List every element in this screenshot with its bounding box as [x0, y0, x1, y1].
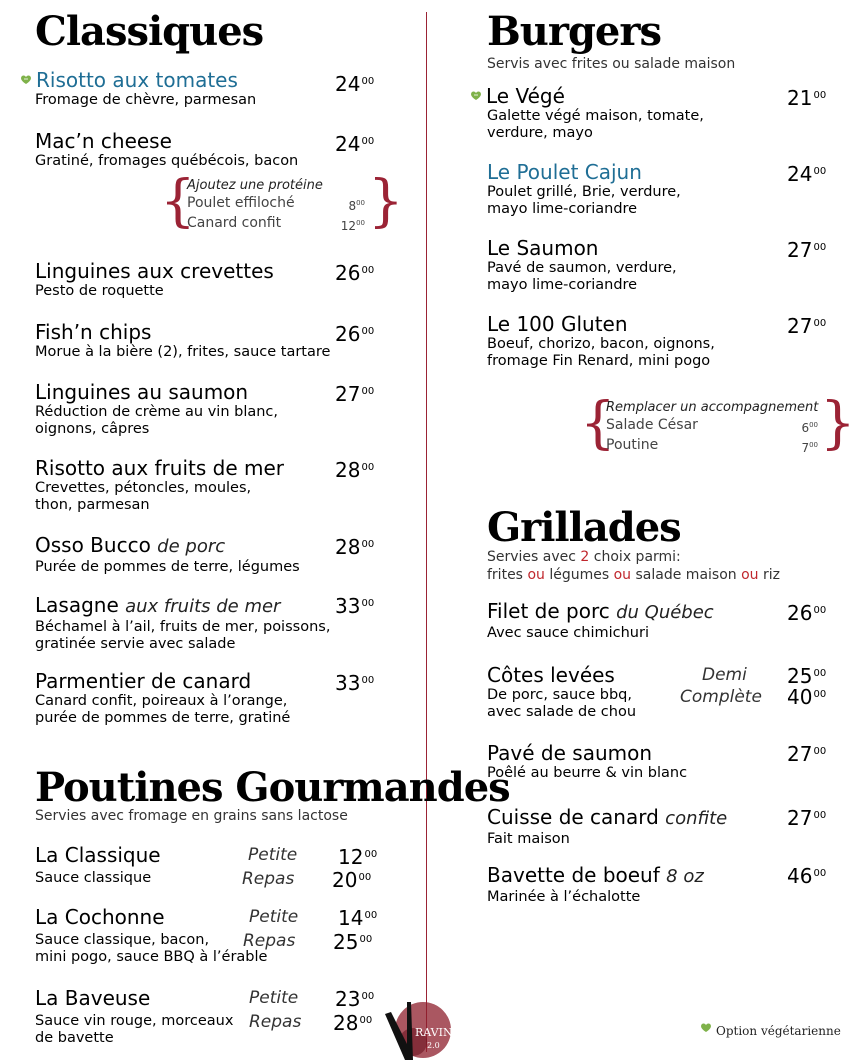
item-price: $26^{00}$ — [335, 322, 375, 346]
addon-heading: Ajoutez une protéine — [187, 178, 323, 193]
burgers-title: Burgers — [487, 8, 661, 55]
item-name: Bavette de boeuf — [487, 863, 660, 887]
menu-item — [35, 259, 274, 300]
item-name: Lasagne — [35, 593, 119, 617]
menu-item — [470, 84, 704, 142]
item-price: $25^{00}$ — [787, 664, 827, 688]
item-price: $40^{00}$ — [787, 685, 827, 709]
item-price: $27^{00}$ — [787, 314, 827, 338]
item-price: $28^{00}$ — [335, 535, 375, 559]
item-desc: Boeuf, chorizo, bacon, oignons, fromage Fin Renard, mini pogo — [487, 336, 715, 369]
grillades-title: Grillades — [487, 504, 681, 551]
item-price: $25^{00}$ — [333, 930, 373, 954]
item-name-extra: 8 oz — [666, 866, 704, 887]
item-price: $27^{00}$ — [335, 382, 375, 406]
item-price: $14^{00}$ — [338, 906, 378, 930]
item-desc: Purée de pommes de terre, légumes — [35, 559, 300, 575]
size-label: Petite — [248, 845, 298, 865]
item-desc: Gratiné, fromages québécois, bacon — [35, 153, 299, 169]
item-name: Le 100 Gluten — [487, 312, 628, 336]
size-label: Complète — [680, 687, 762, 707]
item-name: La Baveuse — [35, 986, 151, 1010]
item-desc: Morue à la bière (2), frites, sauce tartare — [35, 344, 331, 360]
addon-row: Poulet effiloché $8^{00}$ — [187, 195, 365, 213]
item-name: Mac’n cheese — [35, 129, 172, 153]
menu-item — [487, 741, 687, 782]
item-price: $26^{00}$ — [787, 601, 827, 625]
item-name: Cuisse de canard — [487, 805, 659, 829]
item-desc: Pesto de roquette — [35, 283, 164, 299]
protein-addon — [187, 178, 365, 233]
menu-item — [487, 160, 681, 218]
menu-item — [35, 905, 267, 966]
addon-row: Canard confit $12^{00}$ — [187, 215, 365, 233]
item-price: $23^{00}$ — [335, 987, 375, 1011]
brace-right: } — [820, 391, 856, 456]
item-desc: Fromage de chèvre, parmesan — [35, 92, 257, 108]
addon-heading: Remplacer un accompagnement — [606, 400, 819, 415]
addon-row: Poutine $7^{00}$ — [606, 437, 818, 455]
svg-text:RAVIN: RAVIN — [415, 1026, 453, 1039]
vegetarian-icon — [20, 75, 32, 85]
poutines-subtitle: Servies avec fromage en grains sans lactose — [35, 808, 348, 824]
item-price: $28^{00}$ — [333, 1011, 373, 1035]
size-label: Petite — [249, 907, 299, 927]
vegetarian-icon — [470, 91, 482, 101]
item-name: Filet de porc — [487, 599, 610, 623]
side-addon — [606, 400, 818, 455]
item-price: $27^{00}$ — [787, 238, 827, 262]
item-price: $26^{00}$ — [335, 261, 375, 285]
menu-item — [35, 456, 284, 514]
item-price: $27^{00}$ — [787, 806, 827, 830]
menu-item — [35, 380, 278, 438]
vegetarian-legend-text: Option végétarienne — [716, 1024, 841, 1038]
menu-item — [35, 986, 233, 1047]
item-name: Côtes levées — [487, 663, 615, 687]
item-name: Le Végé — [486, 84, 565, 108]
addon-row: Salade César $6^{00}$ — [606, 417, 818, 435]
item-desc: Poulet grillé, Brie, verdure, mayo lime-coriandre — [487, 184, 681, 217]
burgers-subtitle: Servis avec frites ou salade maison — [487, 56, 736, 72]
menu-item — [35, 320, 330, 361]
item-name: Fish’n chips — [35, 320, 152, 344]
item-price: $24^{00}$ — [787, 162, 827, 186]
grillades-choices: frites ou légumes ou salade maison ou riz — [487, 567, 781, 583]
menu-item — [487, 236, 677, 294]
ravin-logo — [383, 992, 453, 1062]
poutines-title: Poutines Gourmandes — [35, 764, 510, 811]
classiques-title: Classiques — [35, 8, 264, 55]
item-desc: Béchamel à l’ail, fruits de mer, poissons, gratinée servie avec salade — [35, 619, 331, 652]
item-name-extra: du Québec — [616, 602, 714, 623]
item-desc: Marinée à l’échalotte — [487, 889, 641, 905]
item-price: $24^{00}$ — [335, 72, 375, 96]
item-desc: Galette végé maison, tomate, verdure, mayo — [487, 108, 704, 141]
item-name: Osso Bucco — [35, 533, 151, 557]
item-desc: Crevettes, pétoncles, moules, thon, parmesan — [35, 480, 252, 513]
brace-right: } — [368, 169, 404, 234]
item-name: Le Poulet Cajun — [487, 160, 642, 184]
size-label: Repas — [249, 1012, 302, 1032]
item-name: La Cochonne — [35, 905, 165, 929]
grillades-subtitle: Servies avec 2 choix parmi: — [487, 549, 681, 565]
item-price: $27^{00}$ — [787, 742, 827, 766]
menu-item — [35, 129, 298, 170]
size-label: Demi — [702, 665, 747, 685]
item-desc: De porc, sauce bbq, avec salade de chou — [487, 687, 637, 720]
item-price: $21^{00}$ — [787, 86, 827, 110]
vegetarian-icon — [700, 1023, 712, 1033]
item-name: Risotto aux fruits de mer — [35, 456, 284, 480]
item-price: $20^{00}$ — [332, 868, 372, 892]
menu-item — [487, 312, 715, 370]
menu-item — [487, 863, 704, 906]
item-price: $28^{00}$ — [335, 458, 375, 482]
item-name: La Classique — [35, 843, 161, 867]
brace-left: { — [580, 391, 616, 456]
item-desc: Réduction de crème au vin blanc, oignons, câpres — [35, 404, 279, 437]
item-name: Parmentier de canard — [35, 669, 252, 693]
item-desc: Sauce classique — [35, 870, 152, 886]
menu-item — [35, 843, 161, 887]
size-label: Repas — [243, 931, 296, 951]
item-price: $12^{00}$ — [338, 845, 378, 869]
item-desc: Poêlé au beurre & vin blanc — [487, 765, 688, 781]
item-name-extra: confite — [665, 808, 728, 829]
item-name: Le Saumon — [487, 236, 599, 260]
item-desc: Avec sauce chimichuri — [487, 625, 649, 641]
item-name: Linguines au saumon — [35, 380, 249, 404]
item-price: $33^{00}$ — [335, 594, 375, 618]
column-divider — [426, 12, 427, 1052]
svg-text:2.0: 2.0 — [427, 1041, 440, 1050]
menu-item — [487, 805, 727, 848]
item-desc: Sauce classique, bacon, mini pogo, sauce BBQ à l’érable — [35, 932, 268, 965]
item-price: $33^{00}$ — [335, 671, 375, 695]
item-name: Risotto aux tomates — [36, 68, 238, 92]
item-name: Linguines aux crevettes — [35, 259, 274, 283]
menu-item — [35, 669, 290, 727]
brace-left: { — [160, 169, 196, 234]
size-label: Petite — [249, 988, 299, 1008]
menu-item — [487, 663, 636, 721]
item-name: Pavé de saumon — [487, 741, 653, 765]
vegetarian-legend — [700, 1024, 841, 1038]
item-name-extra: de porc — [157, 536, 226, 557]
item-price: $46^{00}$ — [787, 864, 827, 888]
item-name-extra: aux fruits de mer — [125, 596, 281, 617]
item-desc: Canard confit, poireaux à l’orange, purée de pommes de terre, gratiné — [35, 693, 291, 726]
item-price: $24^{00}$ — [335, 132, 375, 156]
size-label: Repas — [242, 869, 295, 889]
item-desc: Pavé de saumon, verdure, mayo lime-coriandre — [487, 260, 677, 293]
menu-item — [487, 599, 714, 642]
menu-item — [35, 533, 300, 576]
item-desc: Fait maison — [487, 831, 570, 847]
item-desc: Sauce vin rouge, morceaux de bavette — [35, 1013, 234, 1046]
menu-item — [35, 593, 330, 653]
menu-item — [20, 68, 256, 109]
